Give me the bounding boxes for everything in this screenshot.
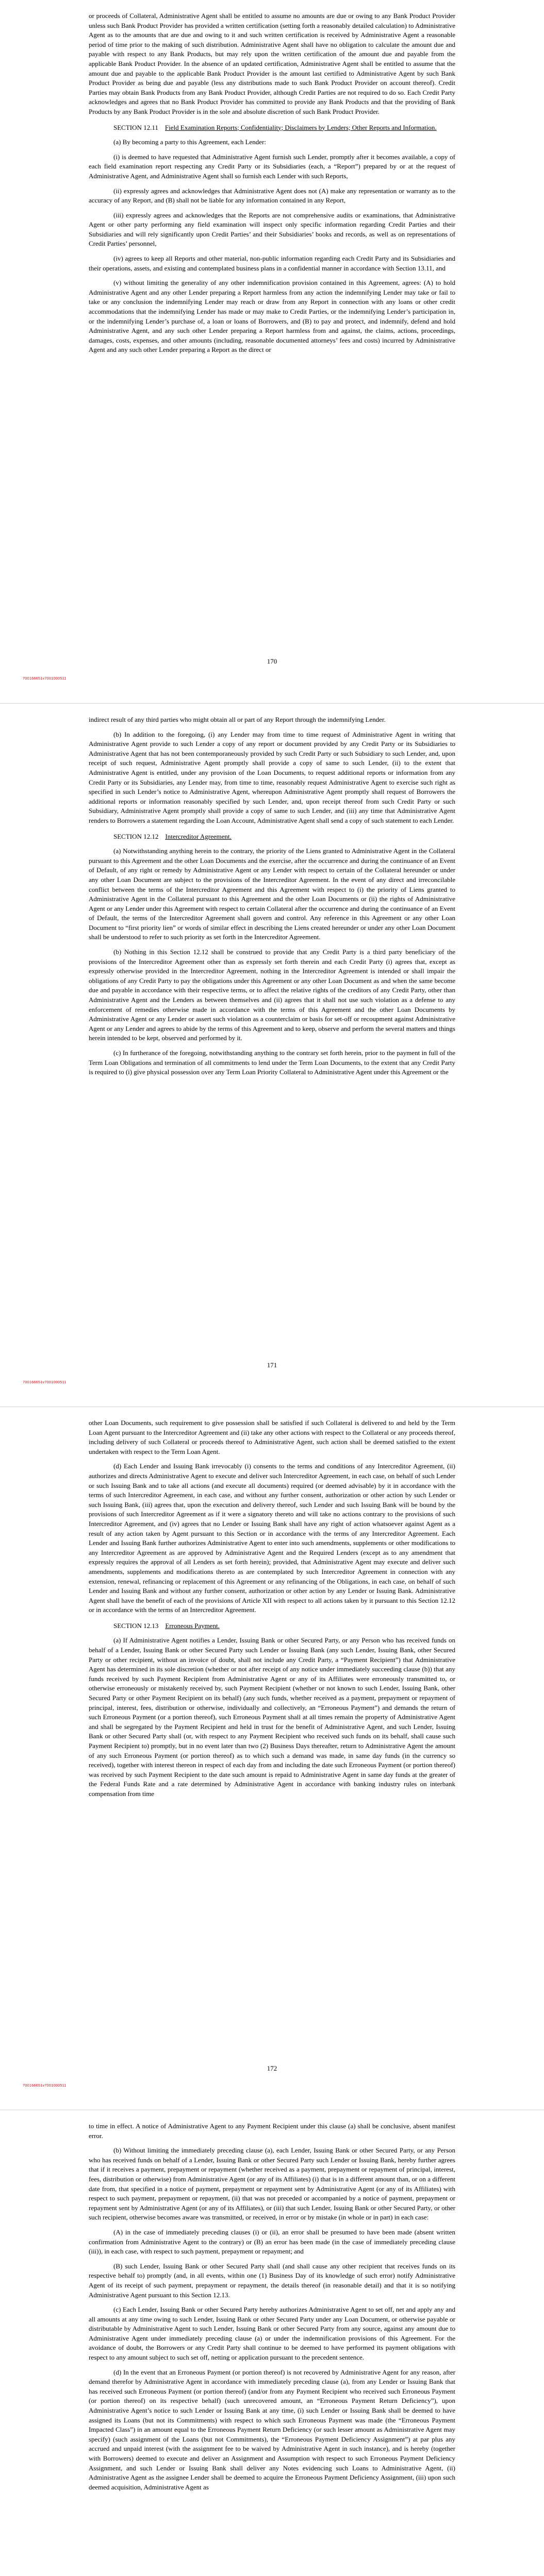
- body-paragraph: (d) In the event that an Erroneous Payment (or portion thereof) is not recovered by Administrative Agent for any reason, after demand therefor by Administrative Agent in accordance with immediately preceding clause (a), from any Lender or Issuing Bank that has received such Erroneous Payment (or portion thereof) (and/or from any Payment Recipient who received such Erroneous Payment (or portion thereof) on its respective behalf) (such unrecovered amount, an “Erroneous Payment Return Deficiency”), upon Administrative Agent’s notice to such Lender or Issuing Bank at any time, (i) such Lender or Issuing Bank shall be deemed to have assigned its Loans (but not its Commitments) with respect to which such Erroneous Payment was made (the “Erroneous Payment Impacted Class”) in an amount equal to the Erroneous Payment Return Deficiency (or such lesser amount as Administrative Agent may specify) (such assignment of the Loans (but not Commitments), the “Erroneous Payment Deficiency Assignment”) at par plus any accrued and unpaid interest (with the assignment fee to be waived by Administrative Agent in such instance), and is hereby (together with Borrowers) deemed to execute and deliver an Assignment and Assumption with respect to such Erroneous Payment Deficiency Assignment, and such Lender or Issuing Bank shall deliver any Notes evidencing such Loans to Administrative Agent, (ii) Administrative Agent as the assignee Lender shall be deemed to acquire the Erroneous Payment Deficiency Assignment, (iii) upon such deemed acquisition, Administrative Agent as: [89, 2368, 455, 2491]
- section-heading: [89, 123, 455, 133]
- body-paragraph: (b) Without limiting the immediately preceding clause (a), each Lender, Issuing Bank or other Secured Party, or any Person who has received funds on behalf of a Lender, Issuing Bank or other Secured Party such Lender or Issuing Bank, hereby further agrees that if it receives a payment, prepayment or repayment (whether received as a payment, prepayment or repayment of principal, interest, fees, distribution or otherwise) from Administrative Agent (or any of its Affiliates) (i) that is in a different amount than, or on a different date from, that specified in a notice of payment, prepayment or repayment sent by Administrative Agent (or any of its Affiliates) with respect to such payment, prepayment or repayment, (ii) that was not preceded or accompanied by a notice of payment, prepayment or repayment sent by Administrative Agent (or any of its Affiliates), or (iii) that such Lender, Issuing Bank or other Secured Party, or other such recipient, otherwise becomes aware was transmitted, or received, in error or by mistake (in whole or in part) in each case:: [89, 2146, 455, 2222]
- page-number: 171: [267, 1361, 277, 1369]
- document-page: [0, 0, 544, 703]
- body-paragraph: other Loan Documents, such requirement to give possession shall be satisfied if such Collateral is delivered to and held by the Term Loan Agent pursuant to the Intercreditor Agreement and (ii) take any other actions with respect to the Collateral or any proceeds thereof, including delivery of such Collateral or proceeds thereof to Administrative Agent, such action shall be deemed satisfied to the extent undertaken with respect to the Term Loan Agent.: [89, 1419, 455, 1455]
- page-number: 172: [267, 2064, 277, 2072]
- body-paragraph: (c) In furtherance of the foregoing, notwithstanding anything to the contrary set forth herein, prior to the payment in full of the Term Loan Obligations and termination of all commitments to lend under the Term Loan Documents, to the extent that any Credit Party is required to (i) give physical possession over any Term Loan Priority Collateral to Administrative Agent under this Agreement or the: [89, 1049, 455, 1076]
- section-number: SECTION 12.12: [113, 832, 159, 840]
- section-title: Intercreditor Agreement.: [165, 832, 232, 840]
- body-paragraph: (ii) expressly agrees and acknowledges that Administrative Agent does not (A) make any representation or warranty as to the accuracy of any Report, and (B) shall not be liable for any information contained in any Report,: [89, 187, 455, 205]
- body-paragraph: (iii) expressly agrees and acknowledges that the Reports are not comprehensive audits or examinations, that Administrative Agent or other party performing any field examination will inspect only specific information regarding Credit Parties and their Subsidiaries and will rely significantly upon Credit Parties’ and their Subsidiaries’ books and records, as well as on representations of Credit Parties’ personnel,: [89, 211, 455, 248]
- body-paragraph: indirect result of any third parties who might obtain all or part of any Report through the indemnifying Lender.: [89, 716, 386, 723]
- body-paragraph: to time in effect. A notice of Administrative Agent to any Payment Recipient under this clause (a) shall be conclusive, absent manifest error.: [89, 2122, 455, 2140]
- document-footer-code: 700166651v7001000511: [23, 2083, 67, 2088]
- body-paragraph: (A) in the case of immediately preceding clauses (i) or (ii), an error shall be presumed to have been made (absent written confirmation from Administrative Agent to the contrary) or (B) an error has been made (in the case of immediately preceding clause (iii)), in each case, with respect to such payment, prepayment or repayment; and: [89, 2228, 455, 2256]
- section-title: Erroneous Payment.: [165, 1621, 220, 1630]
- body-paragraph: (v) without limiting the generality of any other indemnification provision contained in this Agreement, agrees: (A) to hold Administrative Agent and any other Lender preparing a Report harmless from any action the indemnifying Lender may take or fail to take or any conclusion the indemnifying Lender may reach or draw from any Report in connection with any loans or other credit accommodations that the indemnifying Lender has made or may make to Credit Parties, or the indemnifying Lender’s participation in, or the indemnifying Lender’s purchase of, a loan or loans of Borrowers, and (B) to pay and protect, and indemnify, defend and hold Administrative Agent, and any such other Lender preparing a Report harmless from and against, the claims, actions, proceedings, damages, costs, expenses, and other amounts (including, reasonable documented attorneys’ fees and costs) incurred by Administrative Agent and any such other Lender preparing a Report as the direct or: [89, 279, 455, 354]
- body-paragraph: or proceeds of Collateral, Administrative Agent shall be entitled to assume no amounts are due or owing to any Bank Product Provider unless such Bank Product Provider has provided a written certification (setting forth a reasonably detailed calculation) to Administrative Agent as to the amounts that are due and owing to it and such written certification is received by Administrative Agent a reasonable period of time prior to the making of such distribution. Administrative Agent shall have no obligation to calculate the amount due and payable with respect to any Bank Products, but may rely upon the written certification of the amount due and payable from the applicable Bank Product Provider. In the absence of an updated certification, Administrative Agent shall be entitled to assume that the amount due and payable to the applicable Bank Product Provider is the amount last certified to Administrative Agent by such Bank Product Provider as being due and payable (less any distributions made to such Bank Product Provider on account thereof). Credit Parties may obtain Bank Products from any Bank Product Provider, although Credit Parties are not required to do so. Each Credit Party acknowledges and agrees that no Bank Product Provider has committed to provide any Bank Products and that the providing of Bank Products by any Bank Product Provider is in the sole and absolute discretion of such Bank Product Provider.: [89, 12, 455, 115]
- body-paragraph: (b) In addition to the foregoing, (i) any Lender may from time to time request of Administrative Agent in writing that Administrative Agent provide to such Lender a copy of any report or document provided by any Credit Party or its Subsidiaries to Administrative Agent that has not been contemporaneously provided by such Credit Party or such Subsidiary to such Lender, and, upon receipt of such request, Administrative Agent promptly shall provide a copy of same to such Lender, (ii) to the extent that Administrative Agent is entitled, under any provision of the Loan Documents, to request additional reports or information from any Credit Party or its Subsidiaries, any Lender may, from time to time, reasonably request Administrative Agent to exercise such right as specified in such Lender’s notice to Administrative Agent, whereupon Administrative Agent promptly shall request of Borrowers the additional reports or information reasonably specified by such Lender, and, upon receipt thereof from such Credit Party or such Subsidiary, Administrative Agent promptly shall provide a copy of same to such Lender, and (iii) any time that Administrative Agent renders to Borrowers a statement regarding the Loan Account, Administrative Agent shall send a copy of such statement to each Lender.: [89, 730, 455, 824]
- section-title: Field Examination Reports; Confidentiality; Disclaimers by Lenders; Other Reports and Information.: [164, 123, 437, 131]
- page-number: 170: [267, 657, 277, 665]
- section-heading: [89, 1621, 455, 1631]
- body-paragraph: (a) If Administrative Agent notifies a Lender, Issuing Bank or other Secured Party, or any Person who has received funds on behalf of a Lender, Issuing Bank or other Secured Party such Lender or Issuing Bank (any such Lender, Issuing Bank, other Secured Party or other recipient, without an invoice of doubt, shall not include any Credit Party, a “Payment Recipient”) that Administrative Agent has determined in its sole discretion (whether or not after receipt of any notice under immediately succeeding clause (b)) that any funds received by such Payment Recipient from Administrative Agent or any of its Affiliates were erroneously transmitted to, or otherwise erroneously or mistakenly received by, such Payment Recipient (whether or not known to such Lender, Issuing Bank, other Secured Party or other Payment Recipient on its behalf) (any such funds, whether received as a payment, prepayment or repayment of principal, interest, fees, distribution or otherwise, individually and collectively, an “Erroneous Payment”) and demands the return of such Erroneous Payment (or a portion thereof), such Erroneous Payment shall at all times remain the property of Administrative Agent and shall be segregated by the Payment Recipient and held in trust for the benefit of Administrative Agent, and such Lender, Issuing Bank or other Secured Party shall (or, with respect to any Payment Recipient who received such funds on its behalf, shall cause such Payment Recipient to) promptly, but in no event later than two (2) Business Days thereafter, return to Administrative Agent the amount of any such Erroneous Payment (or portion thereof) as to which such a demand was made, in same day funds (in the currency so received), together with interest thereon in respect of each day from and including the date such Erroneous Payment (or portion thereof) was received by such Payment Recipient to the date such amount is repaid to Administrative Agent in same day funds at the greater of the Federal Funds Rate and a rate determined by Administrative Agent in accordance with banking industry rules on interbank compensation from time: [89, 1636, 455, 1798]
- body-paragraph: (c) Each Lender, Issuing Bank or other Secured Party hereby authorizes Administrative Agent to set off, net and apply any and all amounts at any time owing to such Lender, Issuing Bank or other Secured Party under any Loan Document, or otherwise payable or distributable by Administrative Agent to such Lender, Issuing Bank or other Secured Party from any source, against any amount due to Administrative Agent under immediately preceding clause (a) or under the indemnification provisions of this Agreement. For the avoidance of doubt, the Borrowers or any Credit Party shall continue to be deemed to have performed its payment obligations with respect to any amount subject to such set off, netting or application pursuant to the precedent sentence.: [89, 2306, 455, 2362]
- body-paragraph: (a) By becoming a party to this Agreement, each Lender:: [113, 138, 267, 146]
- document-page: [0, 703, 544, 1406]
- section-heading: [89, 832, 455, 842]
- document-page: [0, 1406, 544, 2110]
- section-number: SECTION 12.13: [113, 1621, 159, 1630]
- document-footer-code: 700166651v7001000511: [23, 1380, 67, 1384]
- body-paragraph: (d) Each Lender and Issuing Bank irrevocably (i) consents to the terms and conditions of any Intercreditor Agreement, (ii) authorizes and directs Administrative Agent to execute and deliver such Intercreditor Agreement, in each case, on behalf of such Lender or such Issuing Bank and to take all actions (and execute all documents) required (or deemed advisable) by it in accordance with the terms of such Intercreditor Agreement, in each case, and without any further consent, authorization or other action by such Lender or such Issuing Bank, (iii) agrees that, upon the execution and delivery thereof, such Lender and such Issuing Bank will be bound by the provisions of such Intercreditor Agreement as if it were a signatory thereto and will take no actions contrary to the provisions of such Intercreditor Agreement, and (iv) agrees that no Lender or Issuing Bank shall have any right of action whatsoever against Agent as a result of any action taken by Agent pursuant to this Section or in accordance with the terms of any Intercreditor Agreement. Each Lender and Issuing Bank further authorizes Administrative Agent to enter into such amendments, supplements or other modifications to any Intercreditor Agreement as are approved by Administrative Agent and the Required Lenders (except as to any amendment that expressly requires the approval of all Lenders as set forth herein); provided, that Administrative Agent may execute and deliver such amendments, supplements and modifications thereto as are contemplated by such Intercreditor Agreement in connection with any extension, renewal, refinancing or replacement of this Agreement or any refinancing of the Obligations, in each case, on behalf of such Lender and Issuing Bank and without any further consent, authorization or other action by any Lender or Issuing Bank. Administrative Agent shall have the benefit of each of the provisions of Article XII with respect to all actions taken by it pursuant to this Section 12.12 or in accordance with the terms of an Intercreditor Agreement.: [89, 1462, 455, 1614]
- body-paragraph: (B) such Lender, Issuing Bank or other Secured Party shall (and shall cause any other recipient that receives funds on its respective behalf to) promptly (and, in all events, within one (1) Business Day of its knowledge of such error) notify Administrative Agent of its receipt of such payment, prepayment or repayment, the details thereof (in reasonable detail) and that it is so notifying Administrative Agent pursuant to this Section 12.13.: [89, 2262, 455, 2299]
- document-page: [0, 2110, 544, 2576]
- document-footer-code: 700166651v7001000511: [23, 676, 67, 681]
- body-paragraph: (i) is deemed to have requested that Administrative Agent furnish such Lender, promptly after it becomes available, a copy of each field examination report respecting any Credit Party or its Subsidiaries (each, a “Report”) prepared by or at the request of Administrative Agent, and Administrative Agent shall so furnish each Lender with such Reports,: [89, 152, 455, 180]
- body-paragraph: (iv) agrees to keep all Reports and other material, non-public information regarding each Credit Party and its Subsidiaries and their operations, assets, and existing and contemplated business plans in a confidential manner in accordance with Section 13.11, and: [89, 255, 455, 272]
- body-paragraph: (b) Nothing in this Section 12.12 shall be construed to provide that any Credit Party is a third party beneficiary of the provisions of the Intercreditor Agreement other than as expressly set forth therein and each Credit Party (i) agrees that, except as expressly otherwise provided in the Intercreditor Agreement, nothing in the Intercreditor Agreement is intended or shall impair the obligations of any Credit Party to pay the obligations under this Agreement or any other Loan Document as and when the same become due and payable in accordance with their respective terms, or to affect the relative rights of the creditors of any Credit Party, other than Administrative Agent and the Lenders as between themselves and (ii) agrees that it shall not use such violation as a defense to any enforcement of remedies otherwise made in accordance with the terms of this Agreement and the other Loan Documents by Administrative Agent or any Lender or assert such violation as a counterclaim or basis for set-off or recoupment against Administrative Agent or any Lender and agrees to abide by the terms of this Agreement and to keep, observe and perform the several matters and things herein intended to be kept, observed and performed by it.: [89, 948, 455, 1042]
- section-number: SECTION 12.11: [113, 123, 158, 131]
- body-paragraph: (a) Notwithstanding anything herein to the contrary, the priority of the Liens granted to Administrative Agent in the Collateral pursuant to this Agreement and the other Loan Documents and the exercise, after the occurrence and during the continuance of an Event of Default, of any right or remedy by Administrative Agent or any Lender with respect to certain of the Collateral hereunder or under any other Loan Document are subject to the provisions of the Intercreditor Agreement. In the event of any direct and irreconcilable conflict between the terms of the Intercreditor Agreement and this Agreement with respect to (i) the priority of Liens granted to Administrative Agent in the Collateral pursuant to this Agreement and the other Loan Documents or (ii) the rights of Administrative Agent or any Lender under this Agreement with respect to certain Collateral after the occurrence and during the continuance of an Event of Default, the terms of the Intercreditor Agreement shall govern and control. Any reference in this Agreement or any other Loan Document to “first priority lien” or words of similar effect in describing the Liens created hereunder or under any other Loan Document shall be understood to refer to such priority as set forth in the Intercreditor Agreement.: [89, 847, 455, 941]
